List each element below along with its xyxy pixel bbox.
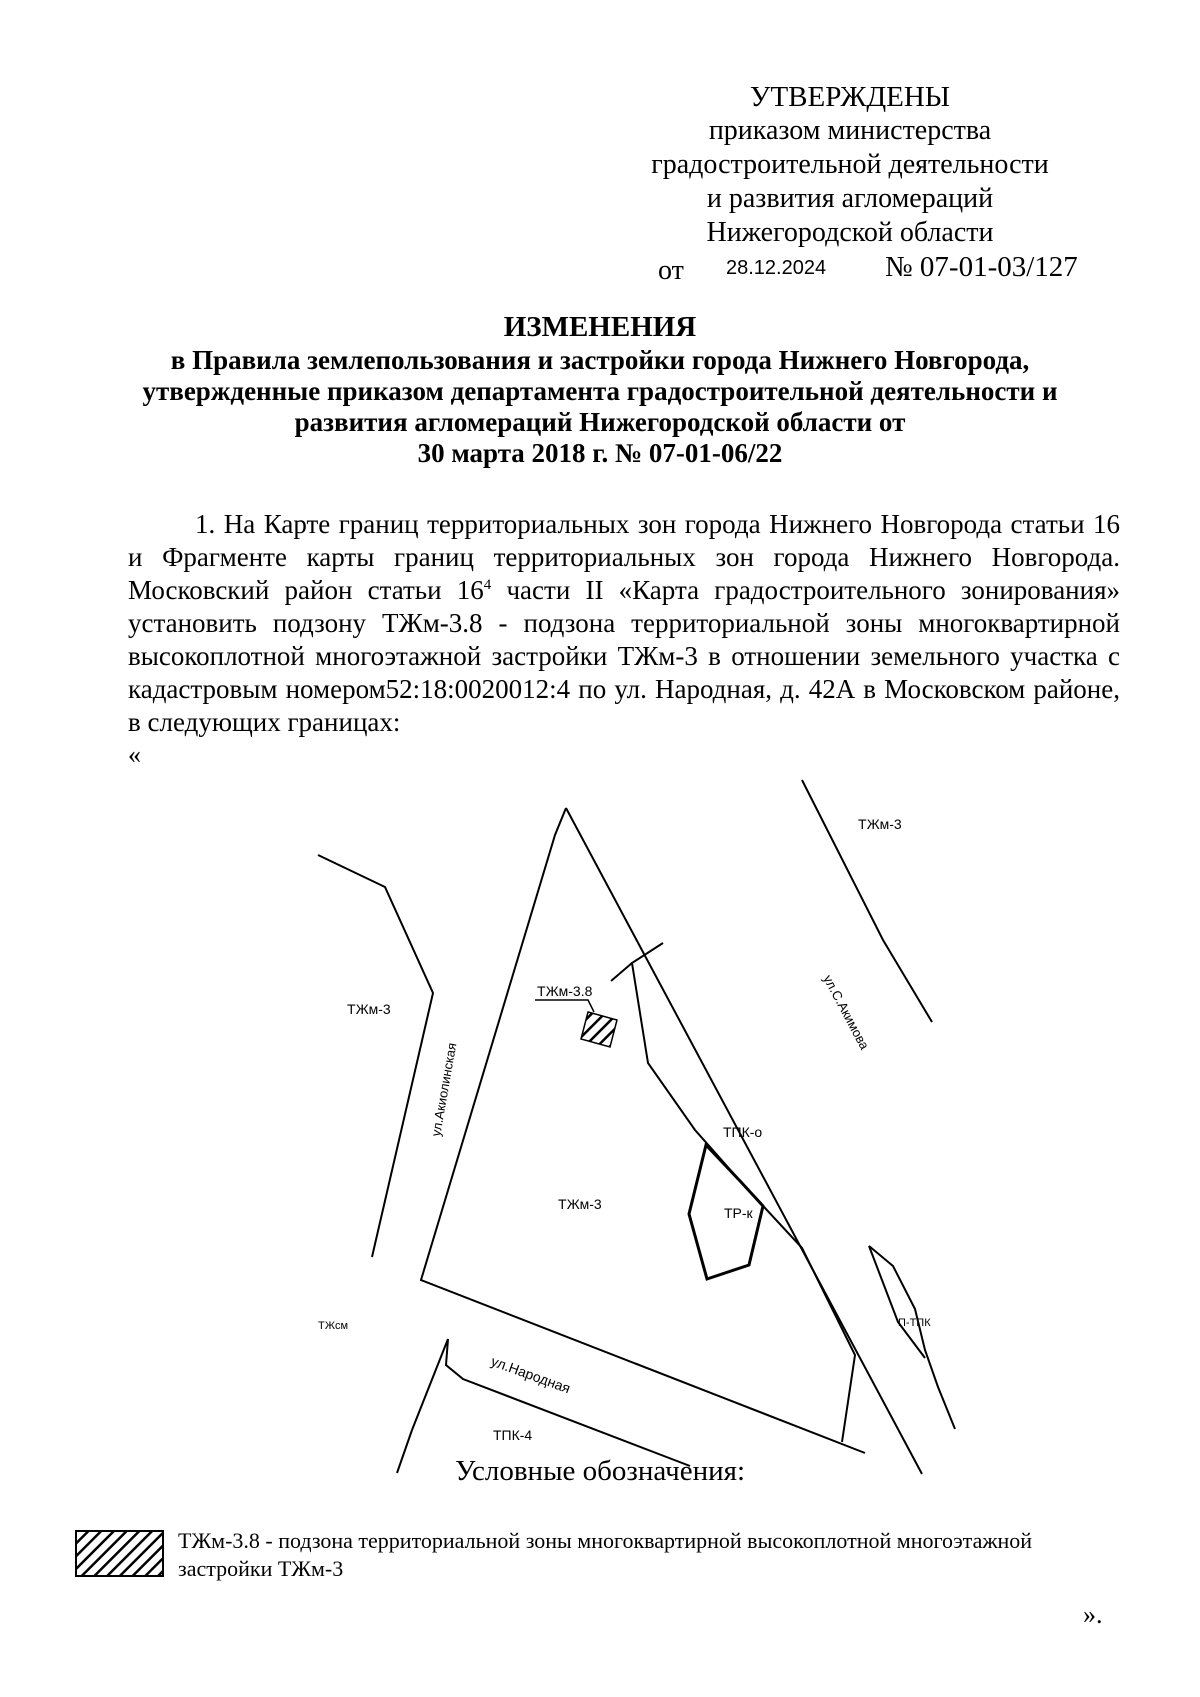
legend-item-text: ТЖм-3.8 - подзона территориальной зоны многоквартирной высокоплотной многоэтажной застройки ТЖм-3 [178, 1528, 1033, 1581]
opening-quote: « [128, 740, 141, 769]
approval-date: 28.12.2024 [726, 257, 827, 279]
approval-line: Нижегородской области [706, 217, 994, 248]
boundary-line [632, 943, 855, 1442]
title-line: утвержденные приказом департамента градостроительной деятельности и [142, 376, 1058, 406]
closing-quote: ». [1083, 1600, 1103, 1629]
approval-line: градостроительной деятельности [651, 149, 1049, 180]
map-label-zone-center: ТЖм-3 [558, 1196, 602, 1212]
boundary-line [318, 855, 433, 1257]
map-label-zone-left: ТЖм-3 [347, 1001, 391, 1017]
boundary-line [869, 1246, 955, 1429]
boundary-line [446, 1339, 690, 1466]
approval-number: № 07-01-03/127 [885, 251, 1078, 283]
title-line: развития агломераций Нижегородской области от [294, 407, 906, 437]
legend-hatch-swatch [75, 1530, 164, 1577]
title-line: в Правила землепользования и застройки города Нижнего Новгорода, [170, 345, 1030, 375]
map-label-subzone: ТЖм-3.8 [537, 983, 593, 999]
paragraph-part2: части II «Карта градостроительного зонирования» установить подзону ТЖм-3.8 - подзона территориальной зоны многоквартирной высокоплотной многоэтажной застройки ТЖм-3 в отношении земельного участка с кадастровым номером52:18:0020012:4 по ул. Народная, д. 42А в Московском районе, в следующих границах: [128, 575, 1120, 737]
boundary-line [611, 963, 632, 981]
title-line: 30 марта 2018 г. № 07-01-06/22 [417, 438, 783, 468]
legend-title: Условные обозначения: [454, 1455, 746, 1487]
map-label-street-narodnaya: ул.Народная [488, 1352, 573, 1397]
approval-heading: УТВЕРЖДЕНЫ [749, 81, 951, 113]
approval-line: приказом министерства [708, 115, 992, 146]
map-label-zone-tpk4: ТПК-4 [493, 1427, 533, 1443]
boundary-line [412, 1339, 448, 1430]
paragraph-part1: 1. На Карте границ территориальных зон города Нижнего Новгорода статьи 16 и Фрагменте карты границ территориальных зон города Нижнего Новгорода. Московский район статьи 16 [128, 509, 1120, 605]
subzone-leader [535, 1000, 594, 1012]
approval-from-label: от [658, 255, 684, 286]
map-label-zone-tpk-o: ТПК-о [723, 1124, 763, 1140]
subzone-hatch [581, 1012, 617, 1047]
map-label-zone-p-tpk: П-ТПК [898, 1317, 931, 1329]
boundary-line [869, 1246, 925, 1358]
map-label-zone-tr-top: ТЖм-3 [858, 816, 902, 832]
map-label-street-akimova: ул.С.Акимова [820, 972, 873, 1052]
title-main: ИЗМЕНЕНИЯ [503, 311, 697, 343]
map-label-zone-tzhsm: ТЖсм [318, 1320, 349, 1332]
boundary-line [421, 808, 865, 1453]
map-label-street-akiolinskaya: ул.Акиолинская [428, 1041, 460, 1138]
boundary-line [566, 808, 922, 1474]
approval-line: и развития агломераций [706, 183, 994, 214]
map-label-zone-tr-k: ТР-к [724, 1205, 753, 1221]
paragraph-superscript: 4 [483, 577, 492, 593]
